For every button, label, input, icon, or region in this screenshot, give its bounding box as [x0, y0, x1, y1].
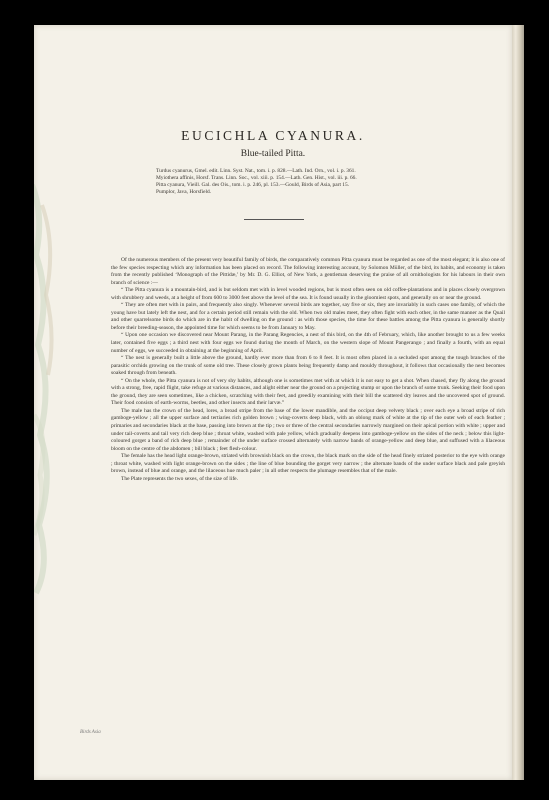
synonym-line: Myiothera affinis, Horsf. Trans. Linn. Soc., vol. xiii. p. 154.—Lath. Gen. Hist., vol. iii. p. 66.: [156, 175, 357, 182]
synonym-line: Pumplor, Java, Horsfield.: [156, 189, 212, 196]
synonymy-list: [156, 168, 456, 196]
body-text: [111, 257, 505, 483]
book-page: [34, 25, 512, 780]
paragraph: “ They are often met with in pairs, and frequently also singly. Whenever several birds are together, say five or six, they are invariably in such cases one family, of which the young have but lately left the nest, and for a certain period still remain with the old. When two old males meet, they often fight with each other, in the same manner as the Quail and other quarrelsome birds do which are in the habit of dwelling on the ground : as with those species, the time for these battles among the Pitta cyanura is generally shortly before their breeding-season, the appointed time for which seems to be from January to May.: [111, 302, 505, 331]
synonym-line: Pitta cyanura, Vieill. Gal. des Ois., tom. i. p. 246, pl. 153.—Gould, Birds of Asia, part 15.: [156, 182, 350, 189]
paragraph: “ On the whole, the Pitta cyanura is not of very shy habits, although one is sometimes met with at which it is not easy to get a shot. When chased, they fly along the ground with a strong, free, rapid flight, take refuge at various distances, and alight either near the ground on a projecting stump or upon the branch of some trunk. Seeking their food upon the ground, they are seen sometimes, like a chicken, scratching with their feet, and greedily examining with their bill the scattered dry leaves and the uncovered spot of ground. Their food consists of earth-worms, beetles, and other insects and their larvæ.”: [111, 377, 505, 407]
section-divider: [244, 219, 304, 220]
page-subtitle: Blue-tailed Pitta.: [240, 149, 306, 159]
page-title: EUCICHLA CYANURA.: [181, 128, 365, 143]
paragraph: “ Upon one occasion we discovered near Mount Parang, in the Parang Regencies, a nest of this bird, on the 4th of February, which, like another brought to us a few weeks later, contained five eggs ; a third nest with four eggs we found during the month of March, on the western slope of Mount Pangerango ; and finally a fourth, with an equal number of eggs, we succeeded in obtaining at the beginning of April.: [111, 332, 505, 354]
paragraph: “ The Pitta cyanura is a mountain-bird, and is but seldom met with in level wooded regions, but is most often seen on old coffee-plantations and in places closely overgrown with shrubbery and weeds, at a height of from 600 to 3000 feet above the level of the sea. It is found usually in the gloomiest spots, and generally on or near the ground.: [111, 287, 505, 301]
plate-bleed-through-illustration: [34, 175, 58, 595]
paragraph: The Plate represents the two sexes, of the size of life.: [121, 475, 238, 482]
paragraph: “ The nest is generally built a little above the ground, hardly ever more than from 6 to 8 feet. It is most often placed in a secluded spot among the tough branches of the parasitic orchids growing on the trunk of some old tree. These closely grown plants being frequently damp and mouldy throughout, it follows that occasionally the nest becomes soaked through from beneath.: [111, 355, 505, 377]
paragraph: Of the numerous members of the present very beautiful family of birds, the comparatively common Pitta cyanura must be regarded as one of the most elegant; it is also one of the few species respecting which any information has been placed on record. The following interesting account, by Solomon Müller, of the bird, its habits, and economy is taken from the recently published ‘Monograph of the Pittidæ,’ by Mr. D. G. Elliot, of New York, a gentleman deserving the praise of all ornithologists for his labours in their own branch of science :—: [111, 257, 505, 286]
page-footer: Birds Asia: [80, 730, 101, 735]
page-stack-edge: [512, 25, 524, 780]
paragraph: The male has the crown of the head, lores, a broad stripe from the base of the lower mandible, and the occiput deep velvety black ; over each eye a broad stripe of rich gamboge-yellow ; all the upper surface and tertiaries rich golden brown ; wing-coverts deep black, with an oblong mark of white at the tip of the outer web of each feather ; primaries and secondaries black at the base, passing into brown at the tip ; two or three of the central secondaries narrowly margined on their apical portion with white ; upper and under tail-coverts and tail very rich deep blue ; throat white, washed with pale yellow, which gradually deepens into gamboge-yellow on the sides of the neck ; below this light-coloured gorget a band of rich deep blue ; remainder of the under surface crossed alternately with narrow bands of orange-yellow and deep blue, and suffused with a lilaceous bloom on the centre of the abdomen ; bill black ; feet flesh-colour.: [111, 407, 505, 452]
synonym-line: Turdus cyanurus, Gmel. edit. Linn. Syst. Nat., tom. i. p. 828.—Lath. Ind. Orn., vol. i. p. 361.: [156, 168, 356, 174]
paragraph: The female has the head light orange-brown, striated with brownish black on the crown, the black mark on the side of the head finely striated posterior to the eye with orange ; throat white, washed with light orange-brown on the sides ; the line of blue bounding the gorget very narrow ; the alternate bands of the under surface black and pale greyish brown, instead of blue and orange, and the lilaceous hue much paler ; in all other respects the plumage resembles that of the male.: [111, 453, 505, 475]
